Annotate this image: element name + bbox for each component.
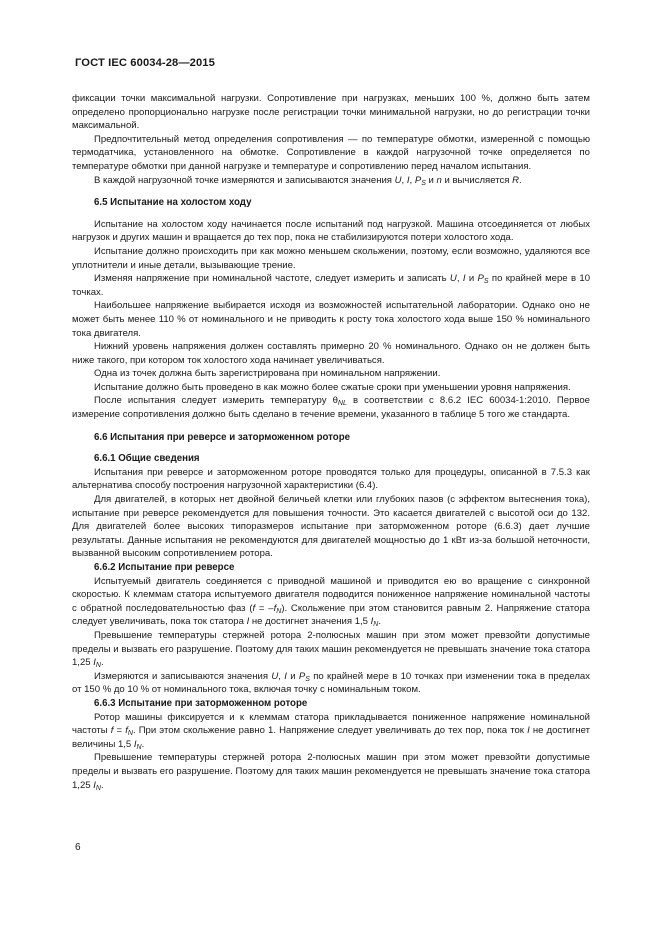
subsection-heading: 6.6.2 Испытание при реверсе xyxy=(94,562,235,573)
subsection-heading: 6.6.1 Общие сведения xyxy=(94,453,200,465)
paragraph: После испытания следует измерить температуру $\theta_{NL}$ в соответствии с 8.6.2 IEC 60034-1:2010. Первое измерение сопротивления должно быть сделано в течение времени, указанного в таблице 5 того же стандарта. xyxy=(72,395,590,421)
section-heading: 6.5 Испытание на холостом ходу xyxy=(94,197,252,209)
paragraph: Испытание должно быть проведено в как можно более сжатые сроки при уменьшении уровня напряжения. xyxy=(94,381,571,393)
paragraph: Испытуемый двигатель соединяется с приводной машиной и приводится ею во вращение с синхронной скоростью. К клеммам статора испытуемого двигателя подводится пониженное напряжение номинальной частоты с обратной последовательностью фаз $(f = -f_N)$. Скольжение при этом становится равным 2. Напряжение статора следует увеличивать, пока ток статора I не достигнет значения 1,5 $I_N$. xyxy=(72,575,590,629)
section-heading: 6.6 Испытания при реверсе и заторможенном роторе xyxy=(94,431,351,443)
paragraph: Наибольшее напряжение выбирается исходя из возможностей испытательной лаборатории. Однако оно не может быть менее 110 % от номинального и не приводить к росту тока холостого хода выше 150 % номинального тока двигателя. xyxy=(72,300,590,339)
paragraph: Испытания при реверсе и заторможенном роторе проводятся только для процедуры, описанной в 7.5.3 как альтернатива способу построения нагрузочной характеристики (6.4). xyxy=(72,466,590,492)
paragraph: Нижний уровень напряжения должен составлять примерно 20 % номинального. Однако он не должен быть ниже такого, при котором ток холостого хода начинает увеличиваться. xyxy=(72,341,590,366)
paragraph: Испытание должно происходить при как можно меньшем скольжении, поэтому, если возможно, удаляются все уплотнители и иные детали, вызывающие трение. xyxy=(72,245,590,271)
page-number: 6 xyxy=(75,842,81,853)
subsection-heading: 6.6.3 Испытание при заторможенном роторе xyxy=(94,697,308,709)
paragraph: Испытание на холостом ходу начинается после испытаний под нагрузкой. Машина отсоединяется от любых нагрузок и других машин и вращается до тех пор, пока не стабилизируются потери холостого хода. xyxy=(72,218,590,244)
paragraph: фиксации точки максимальной нагрузки. Сопротивление при нагрузках, меньших 100 %, должно быть затем определено пропорционально нагрузке после регистрации точки минимальной нагрузки, но до регистрации точки максимальной. xyxy=(72,93,590,132)
paragraph: Для двигателей, в которых нет двойной беличьей клетки или глубоких пазов (с эффектом вытеснения тока), испытание при реверсе рекомендуется для повышения точности. Это касается двигателей с высотой оси до 132. Для двигателей более высоких типоразмеров испытание при заторможенном роторе (6.6.3) дает лучшие результаты. Данные испытания не рекомендуются для двигателей мощностью до 1 кВт из-за большой неточности, вызванной высоким сопротивлением ротора. xyxy=(72,494,590,560)
paragraph: Измеряются и записываются значения U, I и $P_S$ по крайней мере в 10 точках при изменении тока в пределах от 150 % до 10 % от номинального тока, включая точку с номинальным током. xyxy=(72,670,591,696)
paragraph: Одна из точек должна быть зарегистрирована при номинальном напряжении. xyxy=(94,368,441,380)
paragraph: Изменяя напряжение при номинальной частоте, следует измерить и записать U, I и $P_S$ по крайней мере в 10 точках. xyxy=(72,273,590,298)
document-header: ГОСТ IEC 60034-28—2015 xyxy=(75,57,215,69)
paragraph: Превышение температуры стержней ротора 2-полюсных машин при этом может превзойти допустимые пределы и вызвать его разрушение. Поэтому для таких машин рекомендуется не превышать значение тока статора 1,25 $I_N$. xyxy=(72,629,590,670)
document-body xyxy=(72,92,590,792)
paragraph: Превышение температуры стержней ротора 2-полюсных машин при этом может превзойти допустимые пределы и вызвать его разрушение. Поэтому для таких машин рекомендуется не превышать значение тока статора 1,25 $I_N$. xyxy=(72,752,590,792)
paragraph: Предпочтительный метод определения сопротивления — по температуре обмотки, измеренной с помощью термодатчика, установленного на обмотке. Сопротивление в каждой нагрузочной точке определяется по температуре обмотки при данной нагрузке и температуре и сопротивлению перед началом испытания. xyxy=(72,133,590,172)
paragraph: Ротор машины фиксируется и к клеммам статора прикладывается пониженное напряжение номинальной частоты $f = f_N$. При этом скольжение равно 1. Напряжение следует увеличивать до тех пор, пока ток I не достигнет величины 1,5 $I_N$. xyxy=(72,711,590,751)
paragraph: В каждой нагрузочной точке измеряются и записываются значения U, I, $P_S$ и n и вычисляется R. xyxy=(94,174,522,187)
